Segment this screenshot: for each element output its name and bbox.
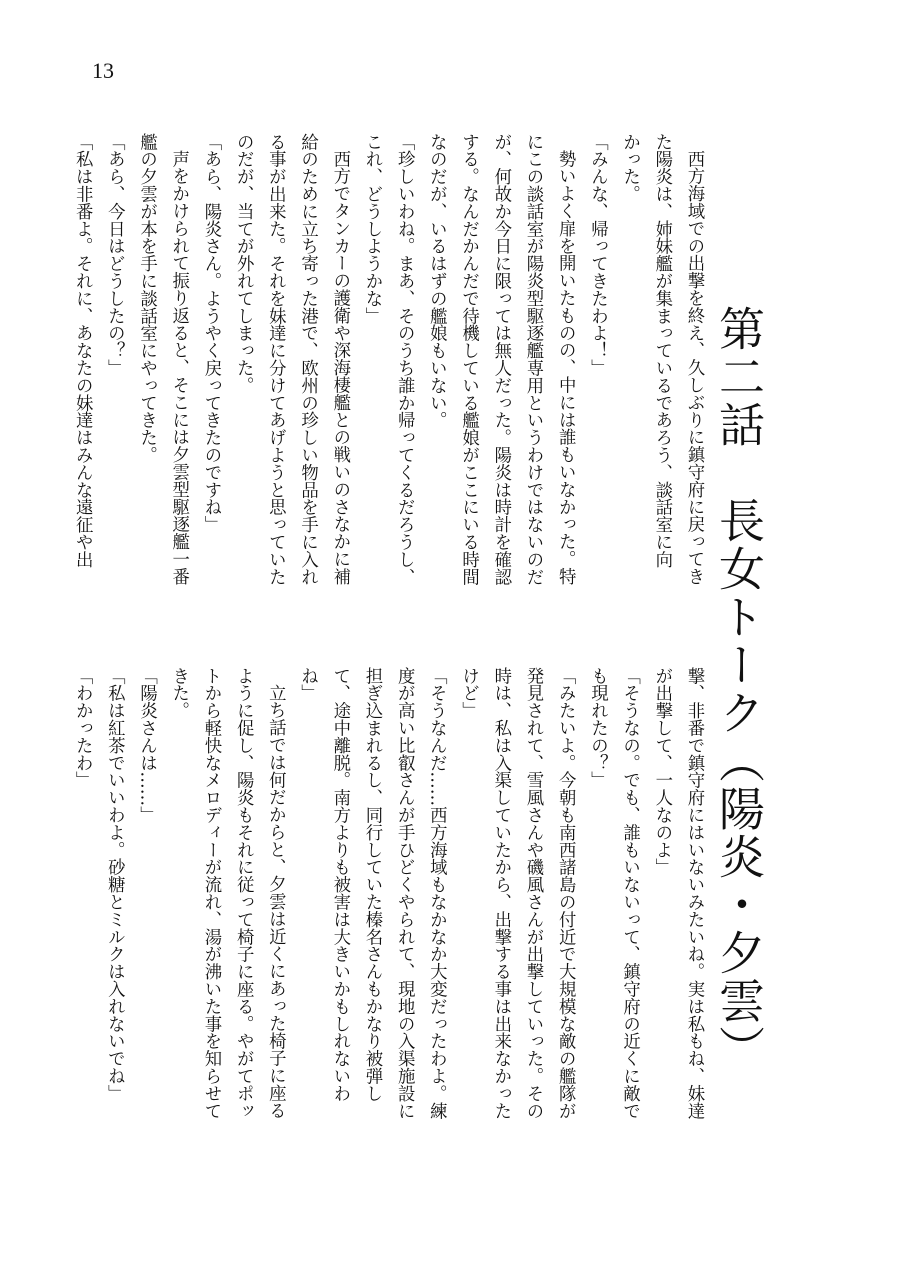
text-line: 「わかったわ」	[72, 667, 93, 789]
page-number: 13	[92, 58, 114, 83]
text-line: にこの談話室が陽炎型駆逐艦専用というわけではないのだ	[522, 133, 543, 586]
text-line: これ、どうしようかな」	[361, 133, 382, 325]
text-line: 「珍しいわね。まあ、そのうち誰か帰ってくるだろうし、	[394, 133, 415, 586]
text-line: なのだが、いるはずの艦娘もいない。	[426, 133, 447, 429]
text-line: が、何故か今日に限っては無人だった。陽炎は時計を確認	[490, 133, 511, 586]
text-line: 立ち話では何だからと、夕雲は近くにあった椅子に座る	[265, 684, 286, 1120]
text-line: 「みんな、帰ってきたわよ！」	[587, 133, 608, 377]
text-line: 撃、非番で鎮守府にはいないみたいね。実は私もね、妹達	[684, 667, 704, 1120]
text-line: 発見されて、雪風さんや磯風さんが出撃していった。その	[522, 667, 543, 1120]
text-line: 「私は非番よ。それに、あなたの妹達はみんな遠征や出	[72, 133, 93, 568]
text-line: 西方でタンカーの護衛や深海棲艦との戦いのさなかに補	[329, 150, 350, 586]
text-line: ね」	[297, 667, 318, 702]
text-line: 「そうなの。でも、誰もいないって、鎮守府の近くに敵で	[619, 667, 640, 1120]
text-line: も現れたの？」	[587, 667, 608, 789]
upper-text-block	[72, 133, 710, 633]
text-line: きた。	[168, 667, 189, 720]
text-line: する。なんだかんだで待機している艦娘がここにいる時間	[458, 133, 479, 586]
text-line: けど」	[458, 667, 479, 720]
text-line: 担ぎ込まれるし、同行していた榛名さんもかなり被弾し	[361, 667, 382, 1102]
text-line: 度が高い比叡さんが手ひどくやられて、現地の入渠施設に	[394, 667, 415, 1120]
text-line: 「そうなんだ……西方海域もなかなか大変だったわよ。練	[426, 667, 447, 1120]
text-line: 艦の夕雲が本を手に談話室にやってきた。	[136, 133, 157, 464]
text-line: 時は、私は入渠していたから、出撃する事は出来なかった	[490, 667, 511, 1120]
text-line: ように促し、陽炎もそれに従って椅子に座る。やがてポッ	[233, 667, 254, 1120]
text-line: 「陽炎さんは……」	[136, 667, 157, 824]
chapter-title: 第二話 長女トーク（陽炎・夕雲）	[712, 305, 766, 1073]
text-line: 給のために立ち寄った港で、欧州の珍しい物品を手に入れ	[297, 133, 318, 586]
text-line: 「みたいよ。今朝も南西諸島の付近で大規模な敵の艦隊が	[555, 667, 576, 1120]
text-line: る事が出来た。それを妹達に分けてあげようと思っていた	[265, 133, 286, 586]
lower-text-block	[72, 667, 710, 1167]
text-line: 勢いよく扉を開いたものの、中には誰もいなかった。特	[555, 150, 576, 586]
text-line: 「あら、陽炎さん。ようやく戻ってきたのですね」	[200, 133, 221, 534]
text-line: て、途中離脱。南方よりも被害は大きいかもしれないわ	[329, 667, 350, 1102]
text-line: 「私は紅茶でいいわよ。砂糖とミルクは入れないでね」	[104, 667, 125, 1102]
text-line: トから軽快なメロディーが流れ、湯が沸いた事を知らせて	[200, 667, 221, 1120]
text-line: 声をかけられて振り返ると、そこには夕雲型駆逐艦一番	[168, 150, 189, 586]
text-line: のだが、当てが外れてしまった。	[233, 133, 254, 394]
text-line: た陽炎は、姉妹艦が集まっているであろう、談話室に向	[651, 133, 672, 568]
text-line: 「あら、今日はどうしたの？」	[104, 133, 125, 377]
text-line: が出撃して、一人なのよ」	[651, 667, 672, 876]
text-line: 西方海域での出撃を終え、久しぶりに鎮守府に戻ってき	[684, 150, 704, 586]
text-line: かった。	[619, 133, 640, 203]
